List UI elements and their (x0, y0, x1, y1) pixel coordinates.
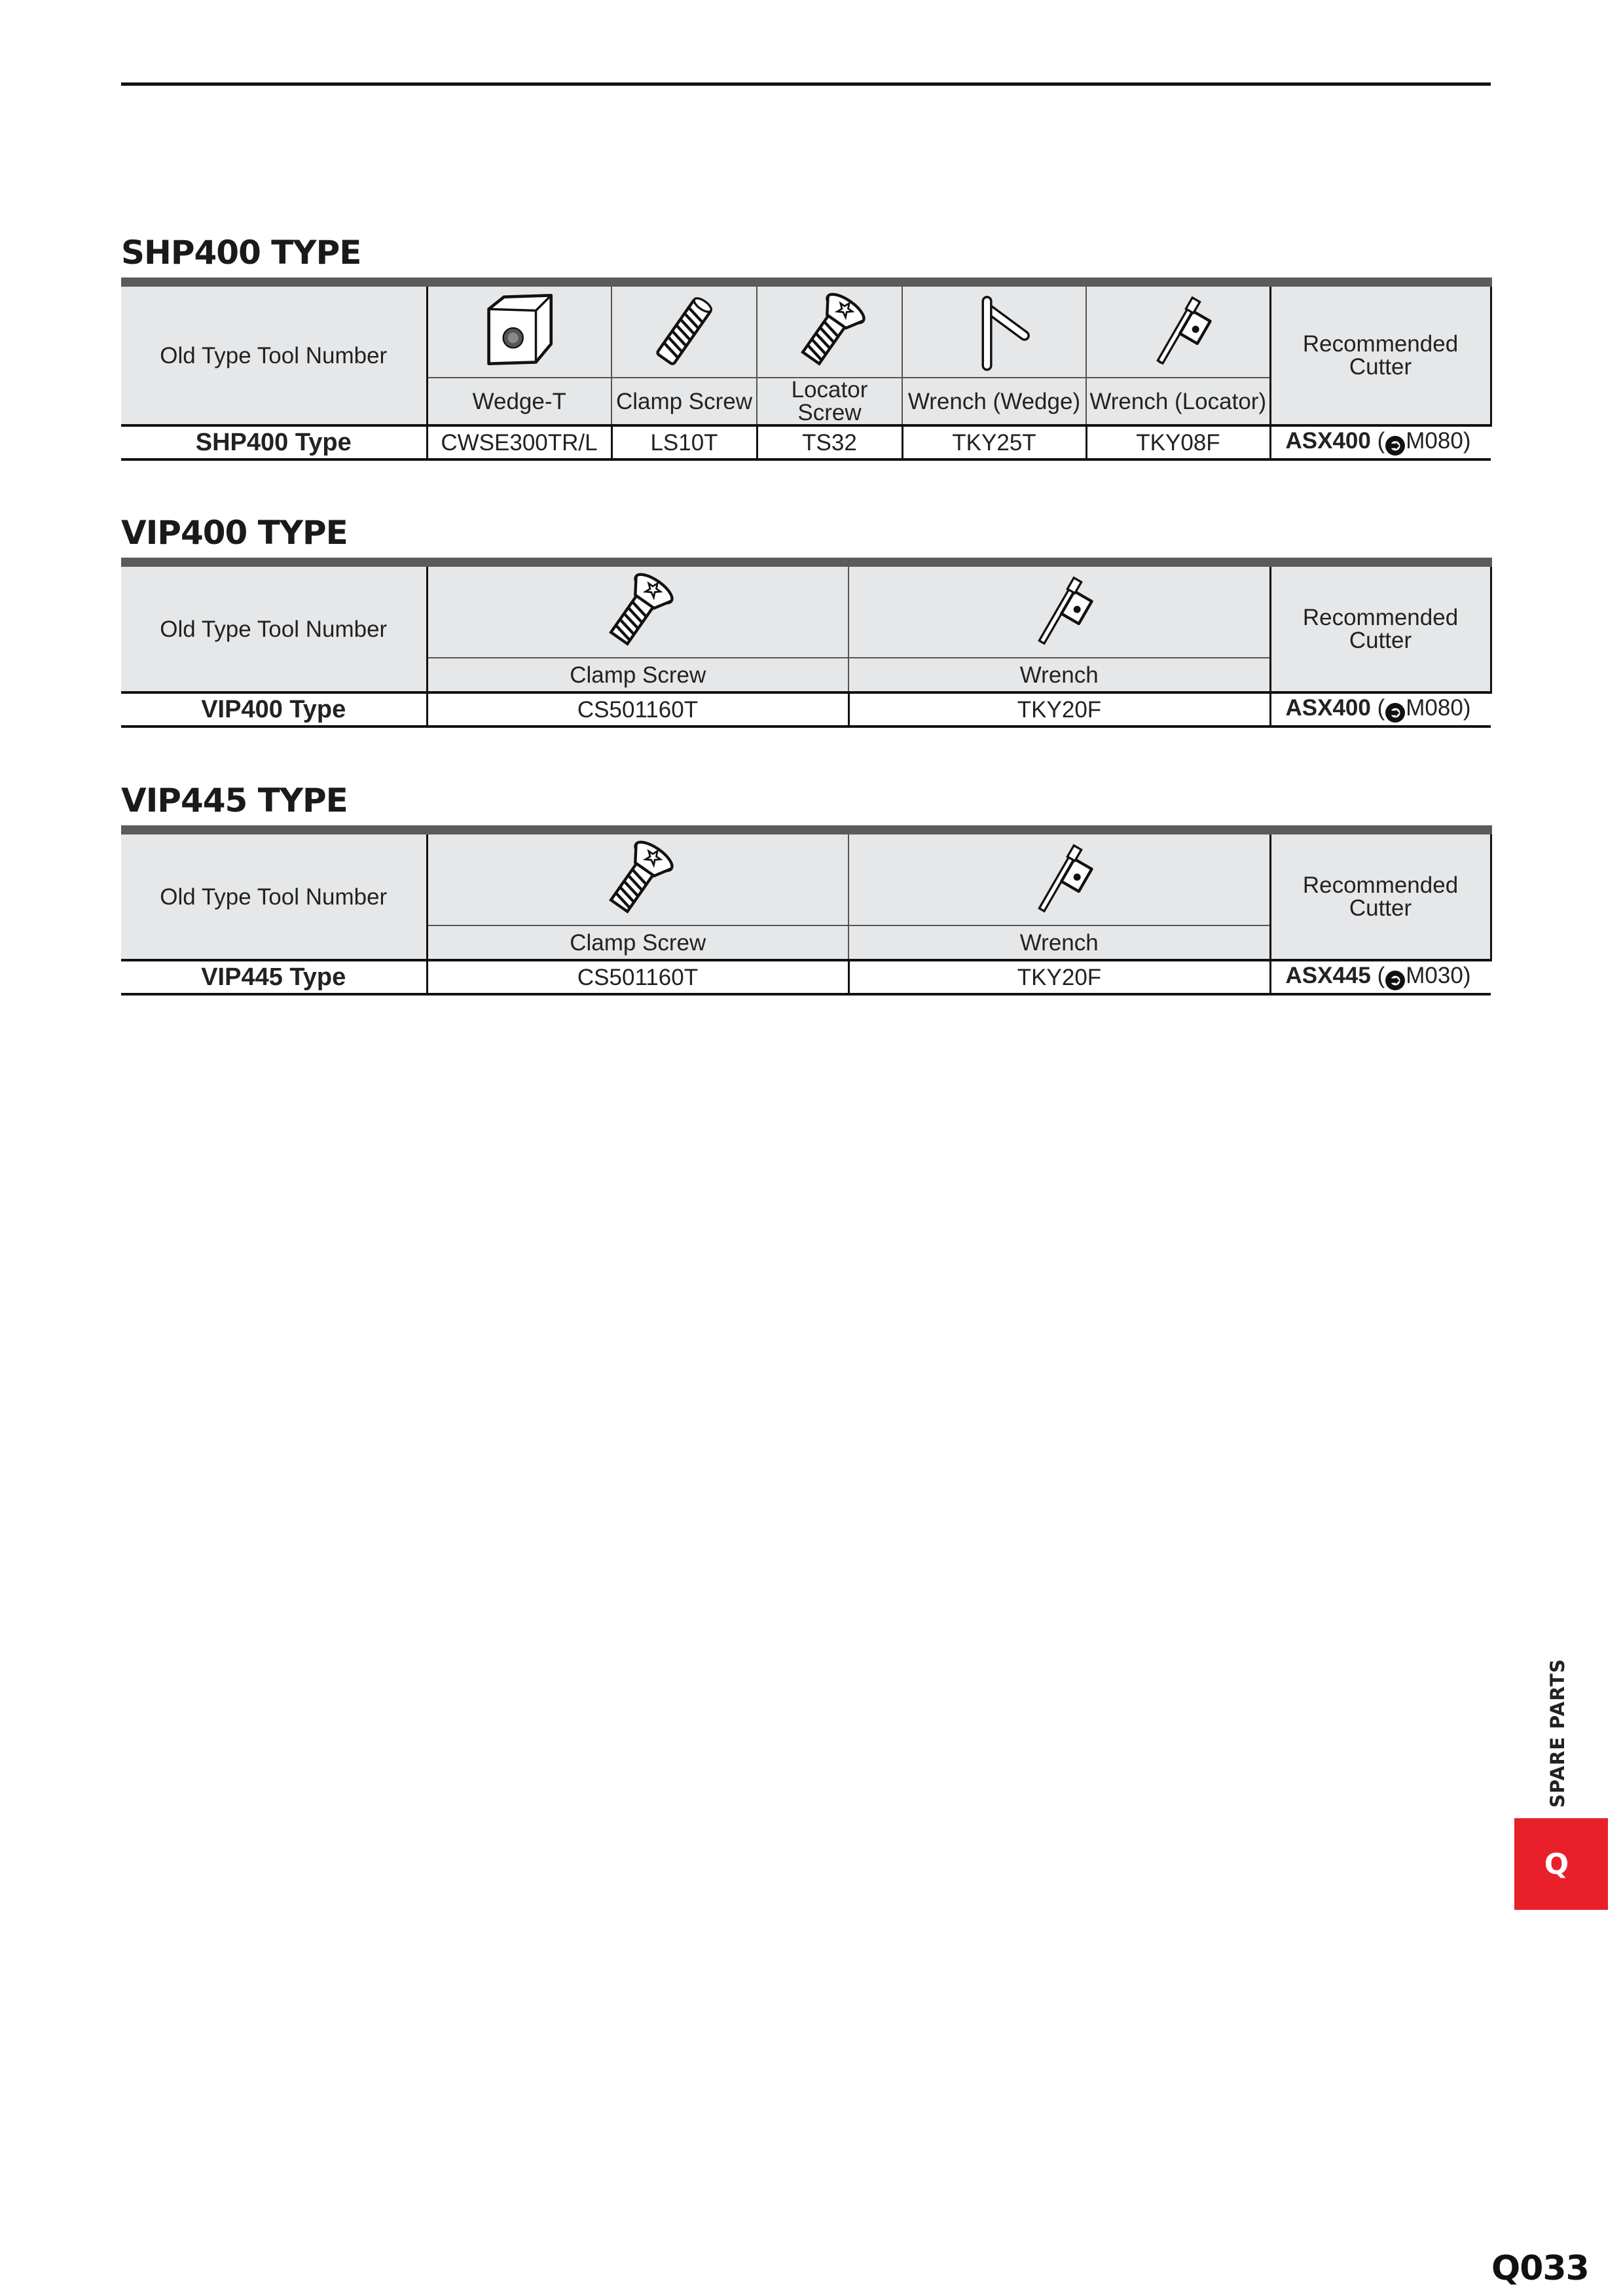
recommended-cutter-header (1270, 282, 1491, 425)
section-title-shp400: SHP400 TYPE (121, 234, 361, 272)
page-reference-arrow-icon: ➲ (1385, 971, 1405, 990)
cutter-ref-open: ( (1377, 695, 1385, 721)
cutter-name: ASX400 (1285, 428, 1371, 454)
part-image-cell (848, 830, 1270, 925)
recommended-cutter-header (1270, 830, 1491, 960)
section-title-vip445: VIP445 TYPE (121, 781, 348, 819)
part-image-cell (427, 282, 611, 378)
page-reference-arrow-icon: ➲ (1385, 436, 1405, 456)
page-reference-arrow-icon: ➲ (1385, 703, 1405, 723)
old-type-header: Old Type Tool Number (121, 830, 427, 960)
tool-type-name: VIP400 Type (121, 692, 427, 726)
flag-wrench-icon (1087, 291, 1269, 373)
flag-wrench-icon (849, 838, 1269, 921)
locator-screw-icon (757, 291, 902, 373)
cutter-name: ASX400 (1285, 695, 1371, 721)
clamp-screw-icon (428, 838, 848, 921)
cutter-ref-open: ( (1377, 428, 1385, 454)
recommended-cutter (1270, 960, 1491, 994)
cutter-page-ref: M080) (1406, 428, 1471, 454)
flag-wrench-icon (849, 571, 1269, 653)
clamp-screw-icon (612, 291, 756, 373)
part-label: Wedge-T (427, 378, 611, 425)
part-label: Locator Screw (757, 378, 902, 425)
part-label: Wrench (848, 925, 1270, 960)
part-label: Clamp Screw (427, 925, 848, 960)
side-tab-letter: Q (1514, 1818, 1608, 1910)
tool-type-name: VIP445 Type (121, 960, 427, 994)
side-tab-label: SPARE PARTS (1546, 1659, 1569, 1808)
top-rule (121, 82, 1491, 86)
table-row (121, 692, 1491, 726)
t-wrench-icon (903, 291, 1085, 373)
recommended-label: Recommended (1302, 331, 1459, 357)
part-number: TS32 (757, 425, 902, 459)
old-type-header: Old Type Tool Number (121, 282, 427, 425)
recommended-cutter (1270, 692, 1491, 726)
tool-type-name: SHP400 Type (121, 425, 427, 459)
clamp-screw-icon (428, 571, 848, 653)
section-title-vip400: VIP400 TYPE (121, 514, 348, 552)
part-image-cell (1086, 282, 1270, 378)
part-number: TKY08F (1086, 425, 1270, 459)
part-number: TKY25T (902, 425, 1086, 459)
part-number: CS501160T (427, 960, 848, 994)
recommended-cutter-header (1270, 562, 1491, 692)
old-type-header: Old Type Tool Number (121, 562, 427, 692)
part-label: Clamp Screw (427, 658, 848, 692)
part-number: TKY20F (848, 692, 1270, 726)
table-row (121, 960, 1491, 994)
spare-parts-table-vip445 (121, 825, 1492, 996)
table-row (121, 425, 1491, 459)
part-label: Clamp Screw (611, 378, 757, 425)
part-image-cell (427, 830, 848, 925)
part-label: Wrench (848, 658, 1270, 692)
recommended-label: Recommended (1302, 872, 1459, 898)
part-image-cell (757, 282, 902, 378)
part-image-cell (427, 562, 848, 658)
part-image-cell (902, 282, 1086, 378)
part-number: LS10T (611, 425, 757, 459)
cutter-label: Cutter (1349, 895, 1412, 921)
part-number: TKY20F (848, 960, 1270, 994)
cutter-label: Cutter (1349, 354, 1412, 380)
part-label: Wrench (Wedge) (902, 378, 1086, 425)
cutter-name: ASX445 (1285, 963, 1371, 988)
part-image-cell (611, 282, 757, 378)
cutter-ref-open: ( (1377, 963, 1385, 988)
page-number: Q033 (1491, 2249, 1589, 2288)
cutter-page-ref: M080) (1406, 695, 1471, 721)
recommended-label: Recommended (1302, 605, 1459, 630)
wedge-icon (428, 291, 611, 373)
part-image-cell (848, 562, 1270, 658)
part-label: Wrench (Locator) (1086, 378, 1270, 425)
part-number: CS501160T (427, 692, 848, 726)
cutter-page-ref: M030) (1406, 963, 1471, 988)
spare-parts-table-vip400 (121, 558, 1492, 728)
spare-parts-table-shp400 (121, 278, 1492, 461)
part-number: CWSE300TR/L (427, 425, 611, 459)
recommended-cutter (1270, 425, 1491, 459)
cutter-label: Cutter (1349, 628, 1412, 653)
